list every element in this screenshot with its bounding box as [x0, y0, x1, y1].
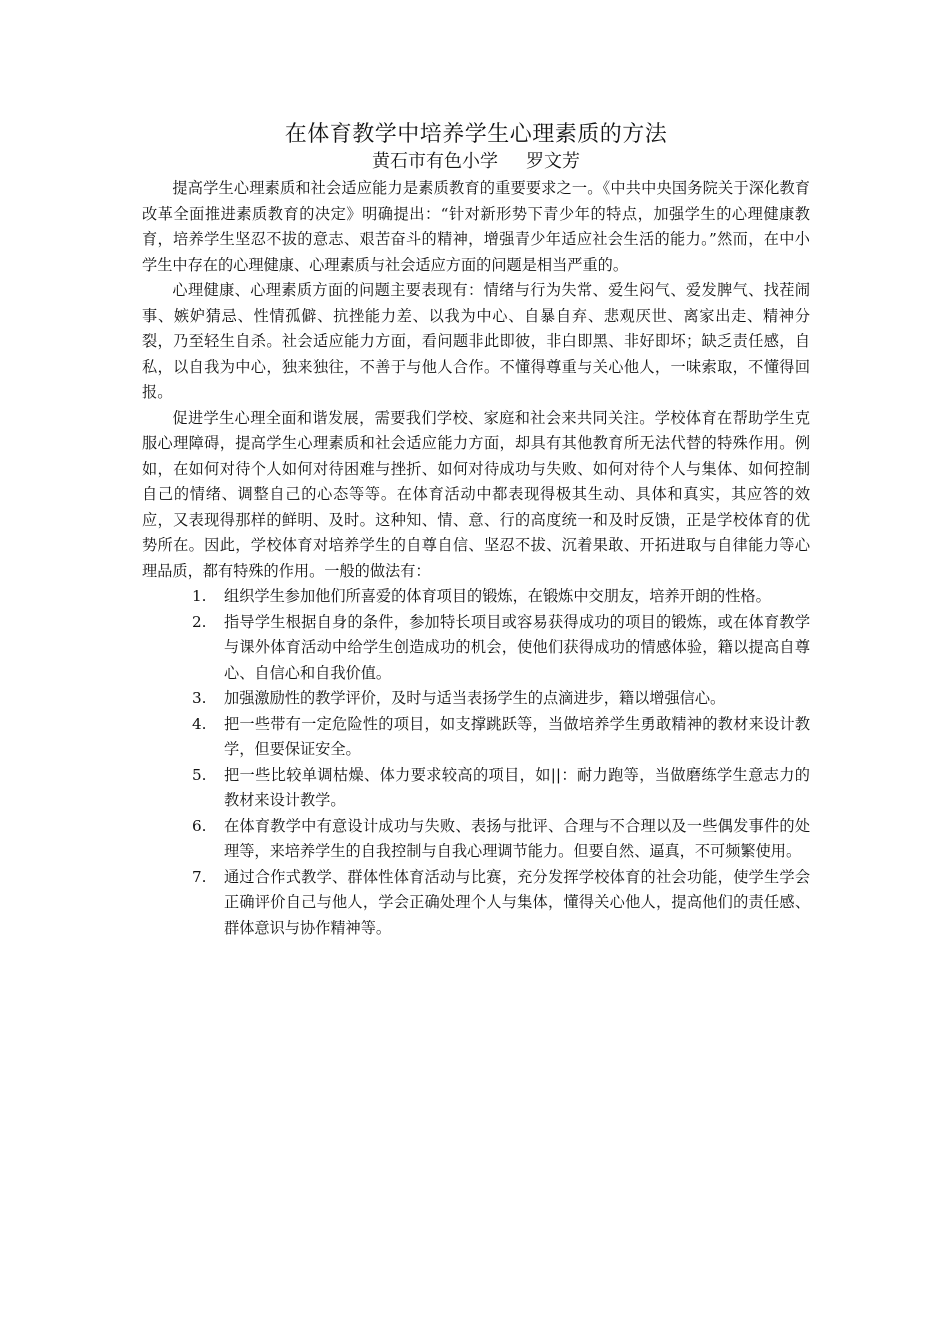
list-number: 6. [192, 816, 207, 835]
school-name: 黄石市有色小学 [372, 151, 498, 172]
list-number: 4. [192, 714, 207, 733]
list-item-text: 组织学生参加他们所喜爱的体育项目的锻炼，在锻炼中交朋友，培养开朗的性格。 [224, 587, 771, 605]
document-page [142, 120, 810, 941]
list-item [142, 865, 810, 942]
list-number: 5. [192, 765, 207, 784]
author-name: 罗文芳 [526, 151, 580, 172]
list-item-text: 把一些比较单调枯燥、体力要求较高的项目，如||：耐力跑等，当做磨练学生意志力的教材来设计教学。 [224, 765, 810, 809]
list-item [142, 712, 810, 763]
list-number: 3. [192, 689, 207, 707]
list-item [142, 763, 810, 814]
list-item [142, 814, 810, 865]
list-item [142, 610, 810, 687]
list-item [142, 686, 810, 712]
list-item-text: 通过合作式教学、群体性体育活动与比赛，充分发挥学校体育的社会功能，使学生学会正确评价自己与他人，学会正确处理个人与集体，懂得关心他人，提高他们的责任感、群体意识与协作精神等。 [224, 867, 810, 937]
list-number: 2. [192, 612, 207, 631]
list-item-text: 把一些带有一定危险性的项目，如支撑跳跃等，当做培养学生勇敢精神的教材来设计教学，但要保证安全。 [224, 714, 810, 758]
list-item-text: 加强激励性的教学评价，及时与适当表扬学生的点滴进步，籍以增强信心。 [224, 689, 726, 707]
byline [142, 150, 810, 174]
list-item-text: 指导学生根据自身的条件，参加特长项目或容易获得成功的项目的锻炼，或在体育教学与课外体育活动中给学生创造成功的机会，使他们获得成功的情感体验，籍以提高自尊心、自信心和自我价值。 [224, 612, 810, 682]
list-number: 1. [192, 587, 207, 605]
paragraph: 心理健康、心理素质方面的问题主要表现有：情绪与行为失常、爱生闷气、爱发脾气、找茬闹事、嫉妒猜忌、性情孤僻、抗挫能力差、以我为中心、自暴自弃、悲观厌世、离家出走、精神分裂，乃至轻生自杀。社会适应能力方面，看问题非此即彼，非白即黑、非好即坏；缺乏责任感，自私，以自我为中心，独来独往，不善于与他人合作。不懂得尊重与关心他人，一味索取，不懂得回报。 [142, 281, 810, 401]
list-number: 7. [192, 867, 207, 886]
list-item-text: 在体育教学中有意设计成功与失败、表扬与批评、合理与不合理以及一些偶发事件的处理等，来培养学生的自我控制与自我心理调节能力。但要自然、逼真，不可频繁使用。 [224, 816, 810, 860]
method-list [142, 584, 810, 941]
paragraph: 提高学生心理素质和社会适应能力是素质教育的重要要求之一。《中共中央国务院关于深化教育改革全面推进素质教育的决定》明确提出：“针对新形势下青少年的特点，加强学生的心理健康教育，培养学生坚忍不拔的意志、艰苦奋斗的精神，增强青少年适应社会生活的能力。”然而，在中小学生中存在的心理健康、心理素质与社会适应方面的问题是相当严重的。 [142, 179, 810, 274]
paragraph: 促进学生心理全面和谐发展，需要我们学校、家庭和社会来共同关注。学校体育在帮助学生克服心理障碍，提高学生心理素质和社会适应能力方面，却具有其他教育所无法代替的特殊作用。例如，在如何对待个人如何对待困难与挫折、如何对待成功与失败、如何对待个人与集体、如何控制自己的情绪、调整自己的心态等等。在体育活动中都表现得极其生动、具体和真实，其应答的效应，又表现得那样的鲜明、及时。这种知、情、意、行的高度统一和及时反馈，正是学校体育的优势所在。因此，学校体育对培养学生的自尊自信、坚忍不拔、沉着果敢、开拓进取与自律能力等心理品质，都有特殊的作用。一般的做法有： [142, 408, 810, 580]
list-item [142, 584, 810, 610]
document-title: 在体育教学中培养学生心理素质的方法 [284, 122, 668, 147]
